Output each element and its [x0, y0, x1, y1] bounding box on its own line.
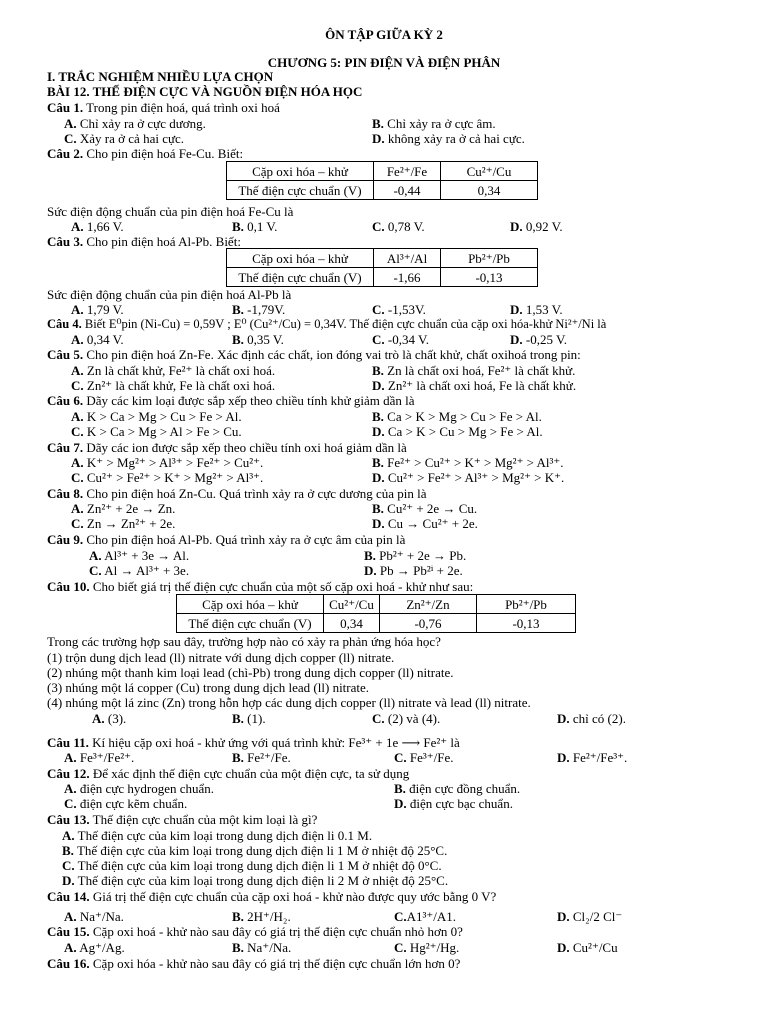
q12-option-d: D. điện cực bạc chuẩn.: [394, 796, 513, 811]
q7-option-a: A. K⁺ > Mg²⁺ > Al³⁺ > Fe²⁺ > Cu²⁺.: [71, 455, 264, 470]
table-cell: 0,34: [441, 181, 538, 200]
q10-option-a: A. (3).: [92, 711, 127, 726]
q2-option-c: C. 0,78 V.: [372, 219, 425, 234]
q13-option-b: B. Thế điện cực của kim loại trong dung dịch điện li 1 M ở nhiệt độ 25°C.: [62, 843, 448, 858]
q2-option-b: B. 0,1 V.: [232, 219, 278, 234]
question-8: Câu 8. Cho pin điện hoá Zn-Cu. Quá trình xảy ra ở cực dương của pin là: [47, 486, 427, 501]
q1-option-c: C. Xảy ra ở cả hai cực.: [64, 131, 185, 146]
q3-option-c: C. -1,53V.: [372, 302, 426, 317]
q1-option-d: D. không xảy ra ở cả hai cực.: [372, 131, 525, 146]
question-5: Câu 5. Cho pin điện hoá Zn-Fe. Xác định các chất, ion đóng vai trò là chất khử, chất oxihoá trong pin:: [47, 347, 581, 362]
table-cell: Cu²⁺/Cu: [324, 595, 380, 614]
q14-option-d: D. Cl₂/2 Cl⁻: [557, 909, 623, 924]
section-heading: I. TRẮC NGHIỆM NHIỀU LỰA CHỌN: [47, 69, 274, 84]
table-cell: Al³⁺/Al: [374, 249, 441, 268]
table-header-e: Thế điện cực chuẩn (V): [177, 614, 324, 633]
q8-option-d: D. Cu → Cu²⁺ + 2e.: [372, 516, 478, 531]
q3-option-a: A. 1,79 V.: [71, 302, 124, 317]
q6-option-d: D. Ca > K > Cu > Mg > Fe > Al.: [372, 424, 543, 439]
q8-option-b: B. Cu²⁺ + 2e → Cu.: [372, 501, 478, 516]
chapter-heading: CHƯƠNG 5: PIN ĐIỆN VÀ ĐIỆN PHÂN: [267, 55, 501, 70]
q1-option-a: A. Chỉ xảy ra ở cực dương.: [64, 116, 206, 131]
table-header-pair: Cặp oxi hóa – khử: [177, 595, 324, 614]
q3-option-d: D. 1,53 V.: [510, 302, 563, 317]
question-12: Câu 12. Để xác định thế điện cực chuẩn của một điện cực, ta sử dụng: [47, 766, 410, 781]
q8-option-a: A. Zn²⁺ + 2e → Zn.: [71, 501, 176, 516]
q15-option-c: C. Hg²⁺/Hg.: [394, 940, 460, 955]
table-header-pair: Cặp oxi hóa – khử: [227, 249, 374, 268]
table-cell: Pb²⁺/Pb: [477, 595, 576, 614]
q6-option-c: C. K > Ca > Mg > Al > Fe > Cu.: [71, 424, 242, 439]
question-10: Câu 10. Cho biết giá trị thế điện cực chuẩn của một số cặp oxi hoá - khử như sau:: [47, 579, 474, 594]
q1-option-b: B. Chỉ xảy ra ở cực âm.: [372, 116, 496, 131]
table-cell: Cu²⁺/Cu: [441, 162, 538, 181]
q7-option-b: B. Fe²⁺ > Cu²⁺ > K⁺ > Mg²⁺ > Al³⁺.: [372, 455, 564, 470]
q5-option-c: C. Zn²⁺ là chất khử, Fe là chất oxi hoá.: [71, 378, 276, 393]
q15-option-d: D. Cu²⁺/Cu: [557, 940, 618, 955]
question-11: Câu 11. Kí hiệu cặp oxi hoá - khử ứng với quá trình khử: Fe³⁺ + 1e ⟶ Fe²⁺ là: [47, 735, 460, 750]
question-1: Câu 1. Trong pin điện hoá, quá trình oxi hoá: [47, 100, 280, 115]
table-cell: Zn²⁺/Zn: [380, 595, 477, 614]
q11-option-b: B. Fe²⁺/Fe.: [232, 750, 291, 765]
q11-option-a: A. Fe³⁺/Fe²⁺.: [64, 750, 135, 765]
lesson-heading: BÀI 12. THẾ ĐIỆN CỰC VÀ NGUỒN ĐIỆN HÓA HỌC: [47, 84, 363, 99]
table-cell: -0,44: [374, 181, 441, 200]
q15-option-b: B. Na⁺/Na.: [232, 940, 292, 955]
q10-option-b: B. (1).: [232, 711, 266, 726]
question-14: Câu 14. Giá trị thế điện cực chuẩn của cặp oxi hoá - khử nào được quy ước bằng 0 V?: [47, 889, 497, 904]
q4-option-b: B. 0,35 V.: [232, 332, 284, 347]
q2-prompt: Sức điện động chuẩn của pin điện hoá Fe-Cu là: [47, 204, 294, 219]
q3-option-b: B. -1,79V.: [232, 302, 286, 317]
table-cell: -0,76: [380, 614, 477, 633]
q10-potential-table: [176, 594, 576, 633]
table-cell: -0,13: [441, 268, 538, 287]
q4-option-c: C. -0,34 V.: [372, 332, 429, 347]
question-6: Câu 6. Dãy các kim loại được sắp xếp theo chiều tính khử giảm dần là: [47, 393, 415, 408]
q4-option-d: D. -0,25 V.: [510, 332, 567, 347]
q10-option-d: D. chỉ có (2).: [557, 711, 626, 726]
q12-option-a: A. điện cực hydrogen chuẩn.: [64, 781, 214, 796]
q7-option-d: D. Cu²⁺ > Fe²⁺ > Al³⁺ > Mg²⁺ > K⁺.: [372, 470, 565, 485]
q10-prompt: Trong các trường hợp sau đây, trường hợp nào có xảy ra phản ứng hóa học?: [47, 634, 441, 649]
document-title: ÔN TẬP GIỮA KỲ 2: [325, 27, 443, 42]
table-cell: Fe²⁺/Fe: [374, 162, 441, 181]
q4-option-a: A. 0,34 V.: [71, 332, 124, 347]
question-2: Câu 2. Cho pin điện hoá Fe-Cu. Biết:: [47, 146, 244, 161]
q6-option-a: A. K > Ca > Mg > Cu > Fe > Al.: [71, 409, 242, 424]
question-15: Câu 15. Cặp oxi hoá - khử nào sau đây có giá trị thế điện cực chuẩn nhỏ hơn 0?: [47, 924, 463, 939]
q2-potential-table: [226, 161, 538, 200]
q15-option-a: A. Ag⁺/Ag.: [64, 940, 125, 955]
q7-option-c: C. Cu²⁺ > Fe²⁺ > K⁺ > Mg²⁺ > Al³⁺.: [71, 470, 264, 485]
q9-option-a: A. Al³⁺ + 3e → Al.: [89, 548, 190, 563]
table-header-e: Thế điện cực chuẩn (V): [227, 268, 374, 287]
table-cell: -0,13: [477, 614, 576, 633]
q11-option-c: C. Fe³⁺/Fe.: [394, 750, 454, 765]
q9-option-c: C. Al → Al³⁺ + 3e.: [89, 563, 190, 578]
q2-option-a: A. 1,66 V.: [71, 219, 124, 234]
q5-option-a: A. Zn là chất khử, Fe²⁺ là chất oxi hoá.: [71, 363, 276, 378]
question-9: Câu 9. Cho pin điện hoá Al-Pb. Quá trình xảy ra ở cực âm của pin là: [47, 532, 406, 547]
q10-case-1: (1) trộn dung dịch lead (ll) nitrate với dung dịch copper (ll) nitrate.: [47, 650, 395, 665]
question-3: Câu 3. Cho pin điện hoá Al-Pb. Biết:: [47, 234, 241, 249]
table-header-e: Thế điện cực chuẩn (V): [227, 181, 374, 200]
table-cell: -1,66: [374, 268, 441, 287]
q10-case-4: (4) nhúng một lá zinc (Zn) trong hỗn hợp các dung dịch copper (ll) nitrate và lead (ll) nitrate.: [47, 695, 531, 710]
question-4: Câu 4. Biết E⁰pin (Ni-Cu) = 0,59V ; E⁰ (Cu²⁺/Cu) = 0,34V. Thế điện cực chuẩn của cặp oxi hóa-khử Ni²⁺/Ni là: [47, 317, 607, 331]
q9-option-b: B. Pb²⁺ + 2e → Pb.: [364, 548, 467, 563]
q6-option-b: B. Ca > K > Mg > Cu > Fe > Al.: [372, 409, 542, 424]
q9-option-d: D. Pb → Pb²ⁱ + 2e.: [364, 563, 463, 578]
q13-option-d: D. Thế điện cực của kim loại trong dung dịch điện li 2 M ở nhiệt độ 25°C.: [62, 873, 449, 888]
q14-option-a: A. Na⁺/Na.: [64, 909, 124, 924]
q8-option-c: C. Zn → Zn²⁺ + 2e.: [71, 516, 176, 531]
table-cell: Pb²⁺/Pb: [441, 249, 538, 268]
q5-option-b: B. Zn là chất oxi hoá, Fe²⁺ là chất khử.: [372, 363, 576, 378]
question-7: Câu 7. Dãy các ion được sắp xếp theo chiều tính oxi hoá giảm dần là: [47, 440, 407, 455]
table-cell: 0,34: [324, 614, 380, 633]
table-header-pair: Cặp oxi hóa – khử: [227, 162, 374, 181]
q12-option-c: C. điện cực kẽm chuẩn.: [64, 796, 188, 811]
q10-case-2: (2) nhúng một thanh kim loại lead (chì-Pb) trong dung dịch copper (ll) nitrate.: [47, 665, 454, 680]
q5-option-d: D. Zn²⁺ là chất oxi hoá, Fe là chất khử.: [372, 378, 577, 393]
q10-case-3: (3) nhúng một lá copper (Cu) trong dung dịch lead (ll) nitrate.: [47, 680, 370, 695]
question-13: Câu 13. Thế điện cực chuẩn của một kim loại là gì?: [47, 812, 318, 827]
q2-option-d: D. 0,92 V.: [510, 219, 563, 234]
q14-option-b: B. 2H⁺/H₂.: [232, 909, 291, 924]
q12-option-b: B. điện cực đồng chuẩn.: [394, 781, 521, 796]
question-16: Câu 16. Cặp oxi hóa - khử nào sau đây có giá trị thế điện cực chuẩn lớn hơn 0?: [47, 956, 461, 971]
q14-option-c: C.A1³⁺/A1.: [394, 909, 457, 924]
q10-option-c: C. (2) và (4).: [372, 711, 441, 726]
q13-option-a: A. Thế điện cực của kim loại trong dung dịch điện li 0.1 M.: [62, 828, 373, 843]
q3-potential-table: [226, 248, 538, 287]
q13-option-c: C. Thế điện cực của kim loại trong dung dịch điện li 1 M ở nhiệt độ 0°C.: [62, 858, 442, 873]
q3-prompt: Sức điện động chuẩn của pin điện hoá Al-Pb là: [47, 287, 292, 302]
q11-option-d: D. Fe²⁺/Fe³⁺.: [557, 750, 628, 765]
